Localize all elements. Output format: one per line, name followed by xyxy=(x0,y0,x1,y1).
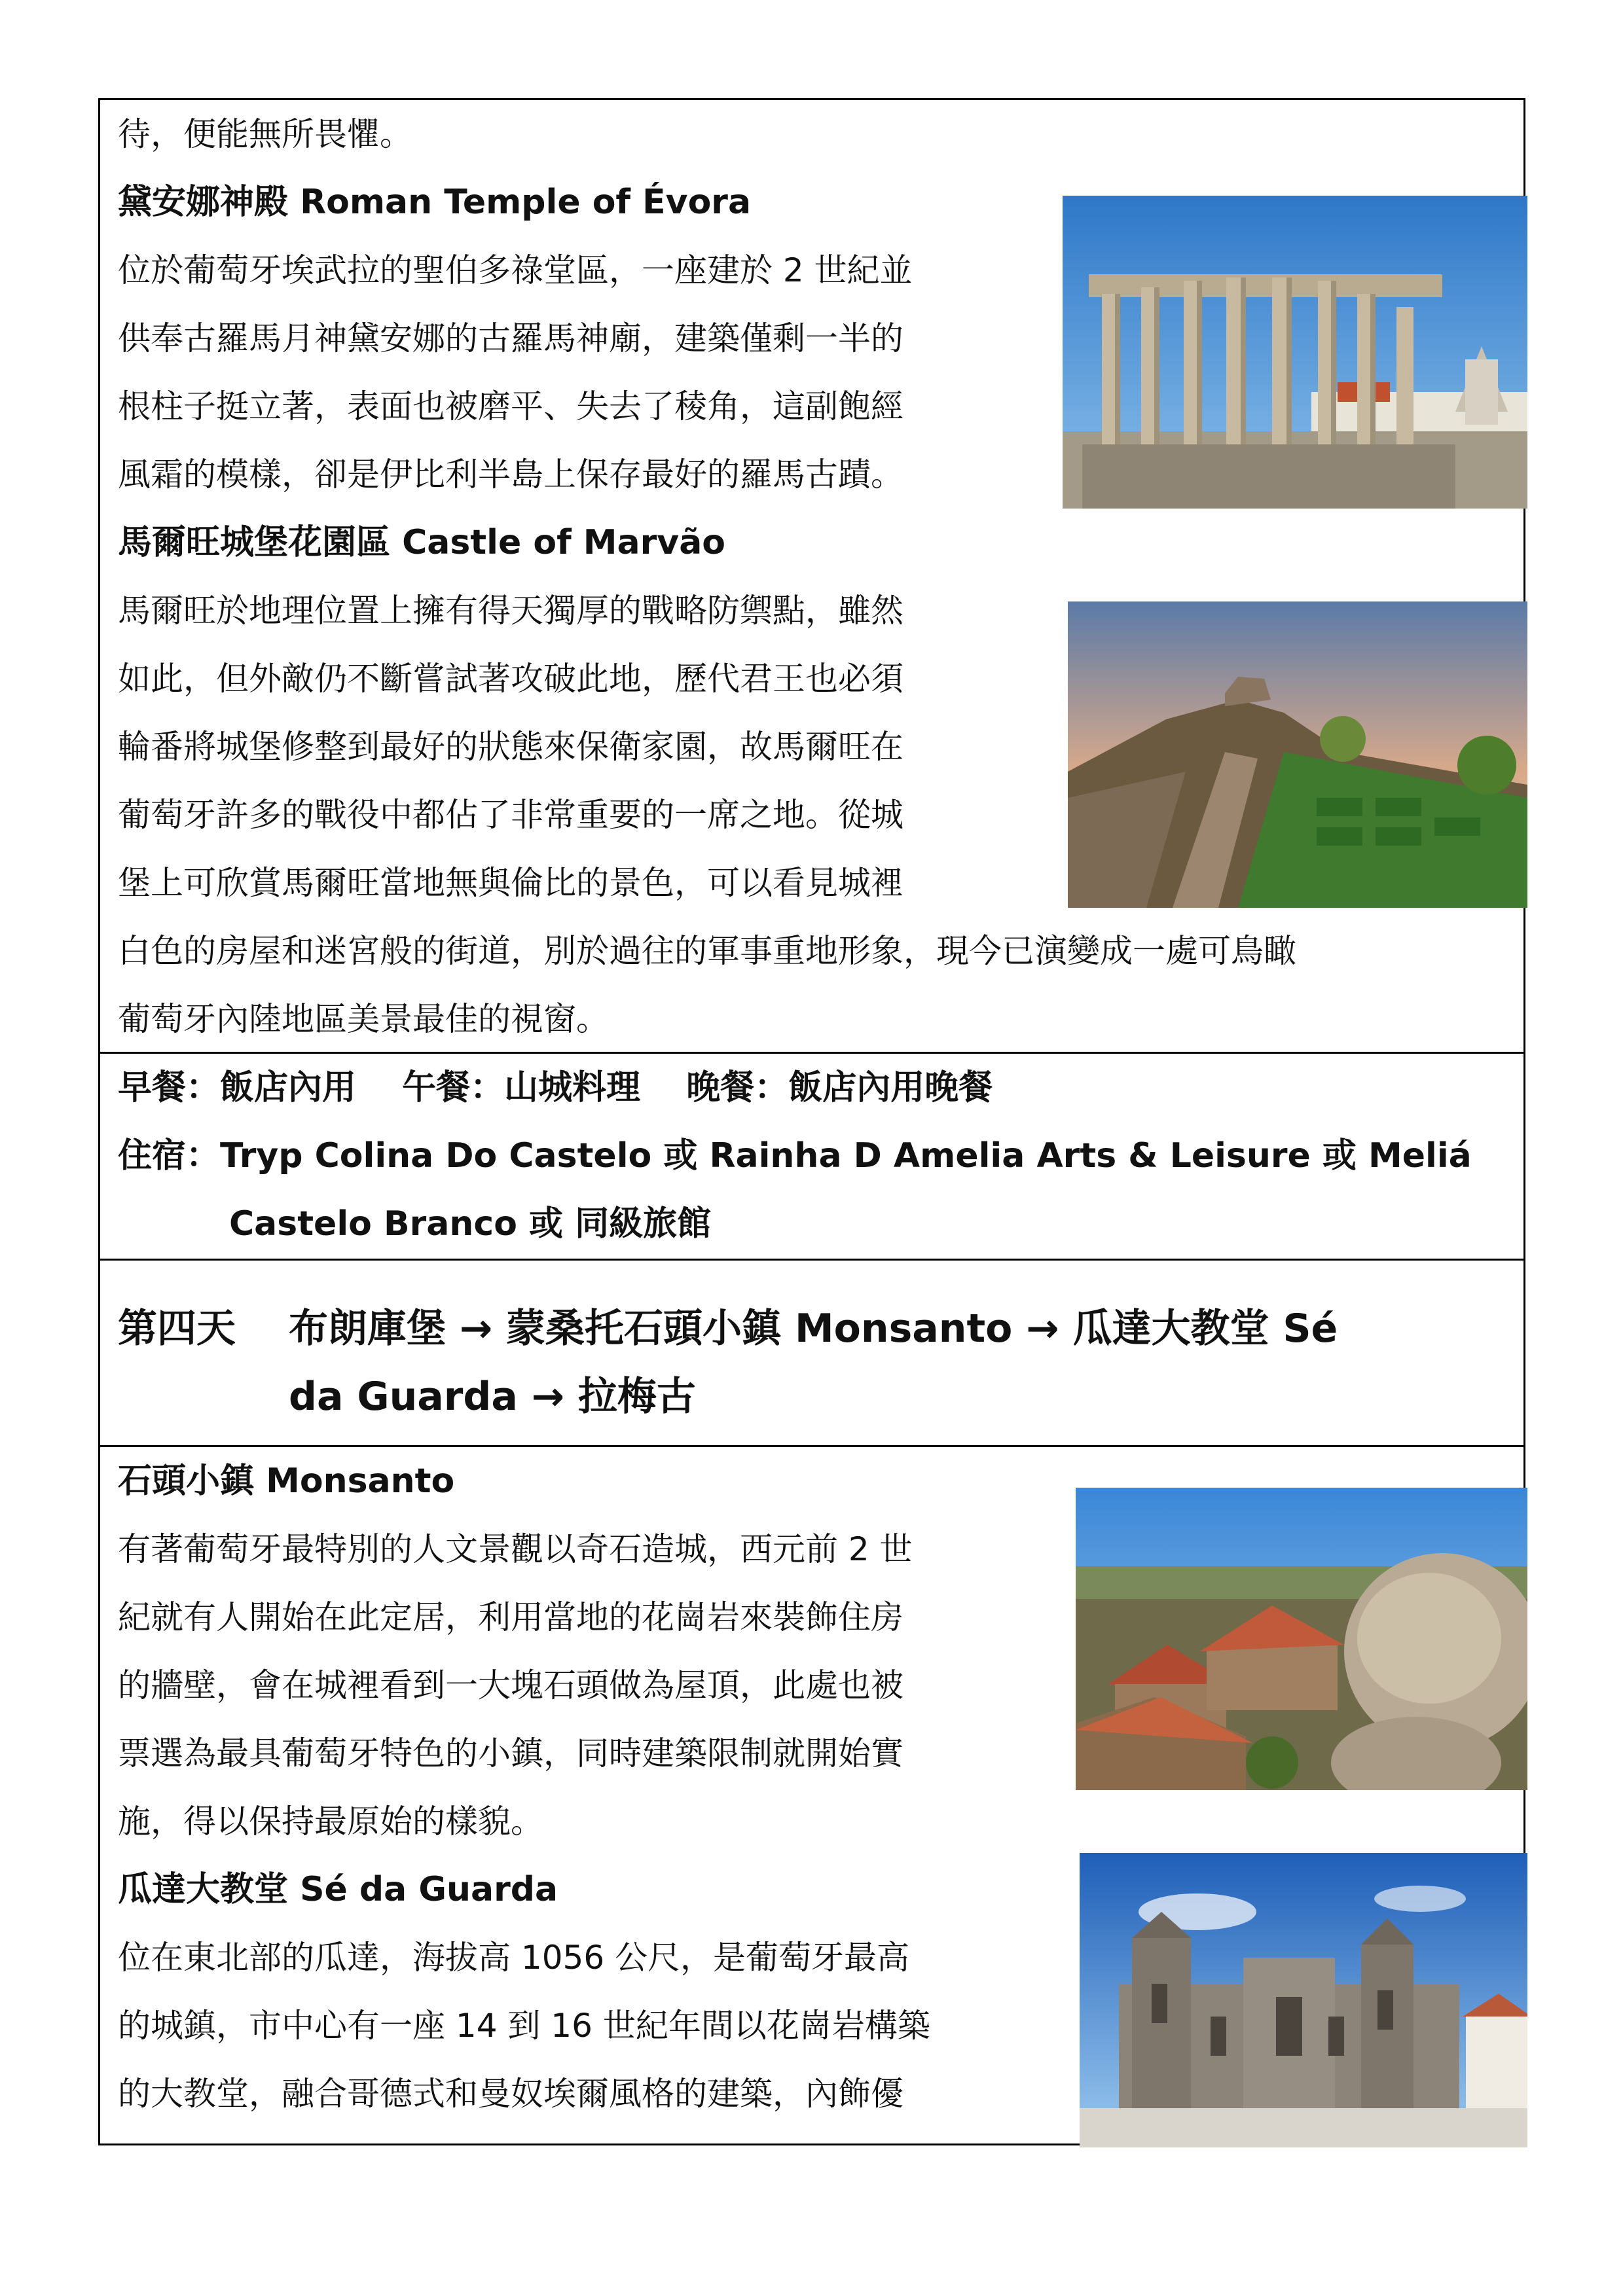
marvao-heading: 馬爾旺城堡花園區 Castle of Marvão xyxy=(118,523,726,562)
evora-line-4: 風霜的模樣，卻是伊比利半島上保存最好的羅馬古蹟。 xyxy=(118,456,903,493)
monsanto-line-1: 有著葡萄牙最特別的人文景觀以奇石造城，西元前 2 世 xyxy=(118,1530,913,1568)
day3-content-row xyxy=(100,100,1523,1054)
hotel-line-1: 住宿：Tryp Colina Do Castelo 或 Rainha D Amelia Arts & Leisure 或 Meliá xyxy=(118,1136,1472,1175)
marvao-line-7: 葡萄牙內陸地區美景最佳的視窗。 xyxy=(118,1000,609,1038)
monsanto-line-5: 施，得以保持最原始的樣貌。 xyxy=(118,1803,543,1840)
day4-content-row xyxy=(100,1447,1523,2147)
marvao-line-6: 白色的房屋和迷宮般的街道，別於過往的軍事重地形象，現今已演變成一處可鳥瞰 xyxy=(118,932,1296,970)
guarda-heading: 瓜達大教堂 Sé da Guarda xyxy=(118,1870,558,1909)
monsanto-line-4: 票選為最具葡萄牙特色的小鎮，同時建築限制就開始實 xyxy=(118,1734,903,1772)
marvao-line-3: 輪番將城堡修整到最好的狀態來保衛家園，故馬爾旺在 xyxy=(118,728,903,766)
monsanto-heading: 石頭小鎮 Monsanto xyxy=(118,1462,455,1501)
meals-hotel-row xyxy=(100,1054,1523,1261)
guarda-cathedral-photo xyxy=(1080,1853,1527,2147)
day4-title-row xyxy=(100,1261,1523,1447)
continuation-text: 待，便能無所畏懼。 xyxy=(118,115,412,153)
guarda-line-2: 的城鎮，市中心有一座 14 到 16 世紀年間以花崗岩構築 xyxy=(118,2007,930,2045)
marvao-line-5: 堡上可欣賞馬爾旺當地無與倫比的景色，可以看見城裡 xyxy=(118,864,903,902)
evora-line-2: 供奉古羅馬月神黛安娜的古羅馬神廟，建築僅剩一半的 xyxy=(118,319,903,357)
monsanto-line-2: 紀就有人開始在此定居，利用當地的花崗岩來裝飾住房 xyxy=(118,1598,903,1636)
meals-line: 早餐：飯店內用 午餐：山城料理 晚餐：飯店內用晚餐 xyxy=(118,1068,993,1107)
evora-temple-photo xyxy=(1063,196,1527,509)
marvao-line-4: 葡萄牙許多的戰役中都佔了非常重要的一席之地。從城 xyxy=(118,796,903,834)
guarda-line-1: 位在東北部的瓜達，海拔高 1056 公尺，是葡萄牙最高 xyxy=(118,1939,910,1977)
marvao-castle-photo xyxy=(1068,601,1527,908)
evora-line-3: 根柱子挺立著，表面也被磨平、失去了稜角，這副飽經 xyxy=(118,387,903,425)
monsanto-line-3: 的牆壁，會在城裡看到一大塊石頭做為屋頂，此處也被 xyxy=(118,1666,903,1704)
evora-line-1: 位於葡萄牙埃武拉的聖伯多祿堂區，一座建於 2 世紀並 xyxy=(118,251,913,289)
marvao-line-1: 馬爾旺於地理位置上擁有得天獨厚的戰略防禦點，雖然 xyxy=(118,592,903,630)
evora-heading: 黛安娜神殿 Roman Temple of Évora xyxy=(118,183,752,222)
day4-route-line-2: da Guarda → 拉梅古 xyxy=(289,1374,696,1420)
hotel-line-2: Castelo Branco 或 同級旅館 xyxy=(229,1204,712,1244)
monsanto-village-photo xyxy=(1076,1488,1527,1790)
itinerary-table xyxy=(98,98,1525,2145)
marvao-line-2: 如此，但外敵仍不斷嘗試著攻破此地，歷代君王也必須 xyxy=(118,660,903,698)
day4-label: 第四天 xyxy=(118,1306,236,1352)
day4-route-line-1: 布朗庫堡 → 蒙桑托石頭小鎮 Monsanto → 瓜達大教堂 Sé xyxy=(289,1306,1338,1352)
guarda-line-3: 的大教堂，融合哥德式和曼奴埃爾風格的建築，內飾優 xyxy=(118,2075,903,2113)
